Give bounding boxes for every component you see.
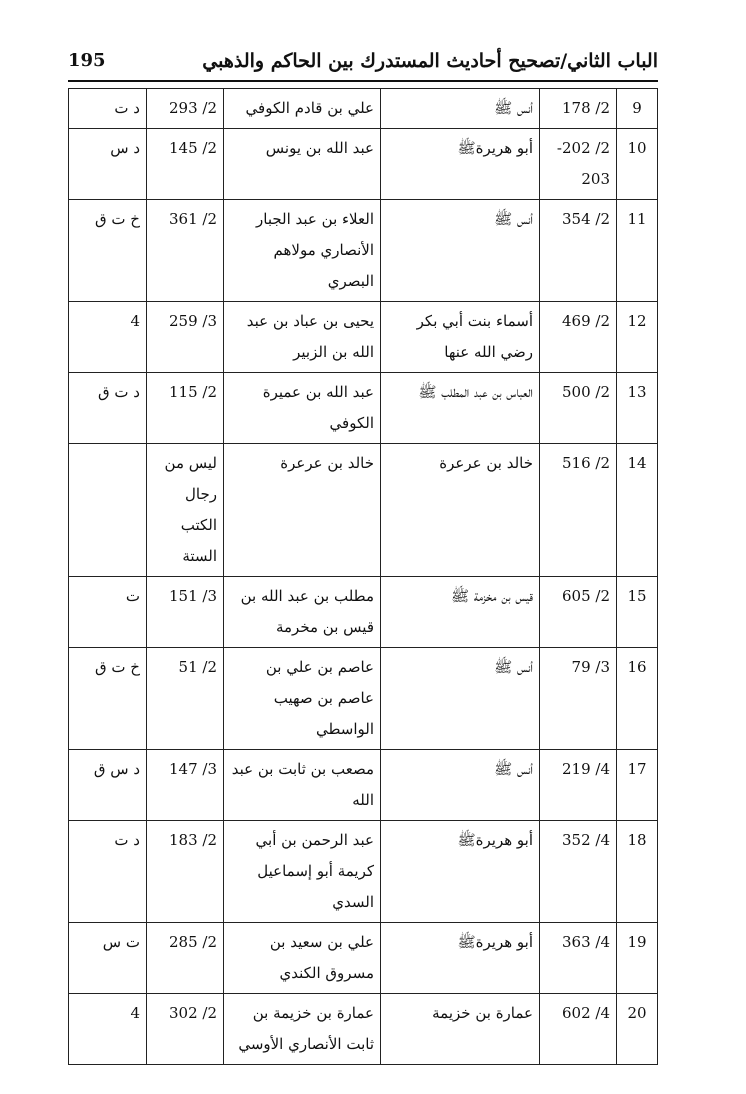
table-row <box>69 89 658 129</box>
sources-cell-text: 4 <box>130 312 140 330</box>
row-number-cell-text: 11 <box>627 210 647 228</box>
narrator-cell-text: خالد بن عرعرة <box>280 454 374 472</box>
row-number-cell <box>617 302 658 373</box>
sources-cell <box>69 577 147 648</box>
sources-cell-text: خ ت ق <box>95 658 140 676</box>
location-cell <box>540 994 617 1065</box>
narrator-cell <box>224 373 381 444</box>
location-cell <box>540 89 617 129</box>
narrator-cell <box>224 444 381 577</box>
narrator-cell <box>224 750 381 821</box>
companion-cell <box>381 373 540 444</box>
narrator-cell-text: يحيى بن عباد بن عبد الله بن الزبير <box>246 312 374 361</box>
narrators-table <box>68 88 658 1065</box>
location-cell <box>540 821 617 923</box>
companion-cell-text: أبو هريرةﷺ <box>457 139 533 157</box>
sources-cell <box>69 89 147 129</box>
location-cell <box>540 129 617 200</box>
companion-cell <box>381 821 540 923</box>
sources-cell-text: د ت <box>114 99 140 117</box>
reference-cell-text: 115 /2 <box>169 383 217 401</box>
narrator-cell-text: عمارة بن خزيمة بن ثابت الأنصاري الأوسي <box>238 1004 374 1053</box>
reference-cell <box>147 129 224 200</box>
narrator-cell <box>224 577 381 648</box>
narrator-cell <box>224 89 381 129</box>
narrator-cell-text: عبد الله بن يونس <box>265 139 374 157</box>
companion-cell-text: أنس ﷺ <box>494 658 533 676</box>
sources-cell <box>69 821 147 923</box>
row-number-cell <box>617 648 658 750</box>
sources-cell <box>69 302 147 373</box>
running-title: الباب الثاني/تصحيح أحاديث المستدرك بين الحاكم والذهبي <box>202 50 658 72</box>
sources-cell-text: د ت ق <box>98 383 140 401</box>
row-number-cell <box>617 750 658 821</box>
location-cell-text: 516 /2 <box>562 454 610 472</box>
table-row <box>69 129 658 200</box>
row-number-cell <box>617 129 658 200</box>
row-number-cell-text: 10 <box>627 139 647 157</box>
reference-cell <box>147 648 224 750</box>
row-number-cell <box>617 994 658 1065</box>
table-row <box>69 821 658 923</box>
page-header <box>68 44 658 82</box>
location-cell-text: 602 /4 <box>562 1004 610 1022</box>
row-number-cell <box>617 373 658 444</box>
location-cell-text: 363 /4 <box>562 933 610 951</box>
narrator-cell <box>224 129 381 200</box>
location-cell <box>540 373 617 444</box>
table-row <box>69 923 658 994</box>
companion-cell <box>381 994 540 1065</box>
narrator-cell <box>224 302 381 373</box>
sources-cell <box>69 994 147 1065</box>
table-row <box>69 200 658 302</box>
sources-cell <box>69 648 147 750</box>
companion-cell-text: أبو هريرةﷺ <box>457 933 533 951</box>
narrator-cell-text: عاصم بن علي بن عاصم بن صهيب الواسطي <box>265 658 374 738</box>
table-row <box>69 373 658 444</box>
sources-cell <box>69 750 147 821</box>
narrator-cell-text: مصعب بن ثابت بن عبد الله <box>231 760 374 809</box>
narrator-cell-text: علي بن قادم الكوفي <box>245 99 374 117</box>
row-number-cell-text: 18 <box>627 831 647 849</box>
location-cell <box>540 923 617 994</box>
reference-cell <box>147 821 224 923</box>
sources-cell-text: د س ق <box>93 760 140 778</box>
narrator-cell-text: عبد الرحمن بن أبي كريمة أبو إسماعيل السدي <box>255 831 374 911</box>
row-number-cell-text: 13 <box>627 383 647 401</box>
narrator-cell <box>224 200 381 302</box>
location-cell-text: 500 /2 <box>562 383 610 401</box>
table-row <box>69 648 658 750</box>
companion-cell <box>381 89 540 129</box>
companion-cell-text: قيس بن مخزمة ﷺ <box>450 587 533 605</box>
row-number-cell <box>617 923 658 994</box>
companion-cell <box>381 444 540 577</box>
reference-cell-text: 293 /2 <box>169 99 217 117</box>
sources-cell-text: خ ت ق <box>95 210 140 228</box>
table-row <box>69 577 658 648</box>
sources-cell-text: 4 <box>130 1004 140 1022</box>
sources-cell <box>69 129 147 200</box>
sources-cell-text: د ت <box>114 831 140 849</box>
companion-cell-text: أسماء بنت أبي بكر رضي الله عنها <box>416 312 533 361</box>
reference-cell <box>147 444 224 577</box>
sources-cell <box>69 444 147 577</box>
row-number-cell-text: 20 <box>627 1004 647 1022</box>
row-number-cell-text: 15 <box>627 587 647 605</box>
sources-cell <box>69 923 147 994</box>
row-number-cell <box>617 577 658 648</box>
location-cell-text: 178 /2 <box>562 99 610 117</box>
narrator-cell-text: مطلب بن عبد الله بن قيس بن مخرمة <box>240 587 374 636</box>
row-number-cell <box>617 89 658 129</box>
page-number: 195 <box>68 50 106 71</box>
companion-cell-text: العباس بن عبد المطلب ﷺ <box>418 383 533 401</box>
sources-cell <box>69 373 147 444</box>
narrator-cell <box>224 994 381 1065</box>
reference-cell <box>147 302 224 373</box>
reference-cell-text: 183 /2 <box>169 831 217 849</box>
location-cell-text: 219 /4 <box>562 760 610 778</box>
narrator-cell-text: علي بن سعيد بن مسروق الكندي <box>269 933 374 982</box>
companion-cell <box>381 200 540 302</box>
companion-cell <box>381 648 540 750</box>
companion-cell-text: أنس ﷺ <box>494 210 533 228</box>
row-number-cell-text: 19 <box>627 933 647 951</box>
companion-cell <box>381 129 540 200</box>
location-cell-text: 605 /2 <box>562 587 610 605</box>
companion-cell <box>381 923 540 994</box>
reference-cell-text: 285 /2 <box>169 933 217 951</box>
companion-cell-text: أنس ﷺ <box>494 99 533 117</box>
row-number-cell <box>617 200 658 302</box>
sources-cell-text: ت س <box>102 933 140 951</box>
location-cell-text: 79 /3 <box>571 658 610 676</box>
table-row <box>69 994 658 1065</box>
reference-cell <box>147 373 224 444</box>
reference-cell <box>147 89 224 129</box>
location-cell-text: 354 /2 <box>562 210 610 228</box>
reference-cell <box>147 200 224 302</box>
companion-cell-text: خالد بن عرعرة <box>439 454 533 472</box>
location-cell-text: -202 /2 203 <box>556 139 610 188</box>
reference-cell-text: 151 /3 <box>169 587 217 605</box>
location-cell <box>540 750 617 821</box>
sources-cell-text: ت <box>125 587 140 605</box>
narrator-cell-text: عبد الله بن عميرة الكوفي <box>262 383 374 432</box>
reference-cell-text: 361 /2 <box>169 210 217 228</box>
sources-cell-text: د س <box>110 139 140 157</box>
companion-cell <box>381 302 540 373</box>
row-number-cell-text: 17 <box>627 760 647 778</box>
narrator-cell <box>224 821 381 923</box>
narrator-cell <box>224 648 381 750</box>
reference-cell-text: ليس من رجال الكتب الستة <box>164 454 217 565</box>
reference-cell-text: 302 /2 <box>169 1004 217 1022</box>
narrator-cell-text: العلاء بن عبد الجبار الأنصاري مولاهم البصري <box>256 210 374 290</box>
row-number-cell <box>617 821 658 923</box>
table-row <box>69 302 658 373</box>
table-row <box>69 444 658 577</box>
table-row <box>69 750 658 821</box>
sources-cell <box>69 200 147 302</box>
reference-cell-text: 147 /3 <box>169 760 217 778</box>
location-cell-text: 469 /2 <box>562 312 610 330</box>
row-number-cell <box>617 444 658 577</box>
reference-cell <box>147 994 224 1065</box>
row-number-cell-text: 14 <box>627 454 647 472</box>
location-cell <box>540 302 617 373</box>
companion-cell-text: أبو هريرةﷺ <box>457 831 533 849</box>
companion-cell <box>381 750 540 821</box>
row-number-cell-text: 16 <box>627 658 647 676</box>
location-cell-text: 352 /4 <box>562 831 610 849</box>
narrator-cell <box>224 923 381 994</box>
reference-cell-text: 51 /2 <box>178 658 217 676</box>
table-body <box>69 89 658 1065</box>
row-number-cell-text: 9 <box>632 99 642 117</box>
reference-cell <box>147 923 224 994</box>
row-number-cell-text: 12 <box>627 312 647 330</box>
location-cell <box>540 577 617 648</box>
location-cell <box>540 648 617 750</box>
companion-cell <box>381 577 540 648</box>
reference-cell-text: 259 /3 <box>169 312 217 330</box>
companion-cell-text: عمارة بن خزيمة <box>432 1004 533 1022</box>
reference-cell <box>147 577 224 648</box>
location-cell <box>540 200 617 302</box>
reference-cell <box>147 750 224 821</box>
reference-cell-text: 145 /2 <box>169 139 217 157</box>
companion-cell-text: أنس ﷺ <box>494 760 533 778</box>
location-cell <box>540 444 617 577</box>
